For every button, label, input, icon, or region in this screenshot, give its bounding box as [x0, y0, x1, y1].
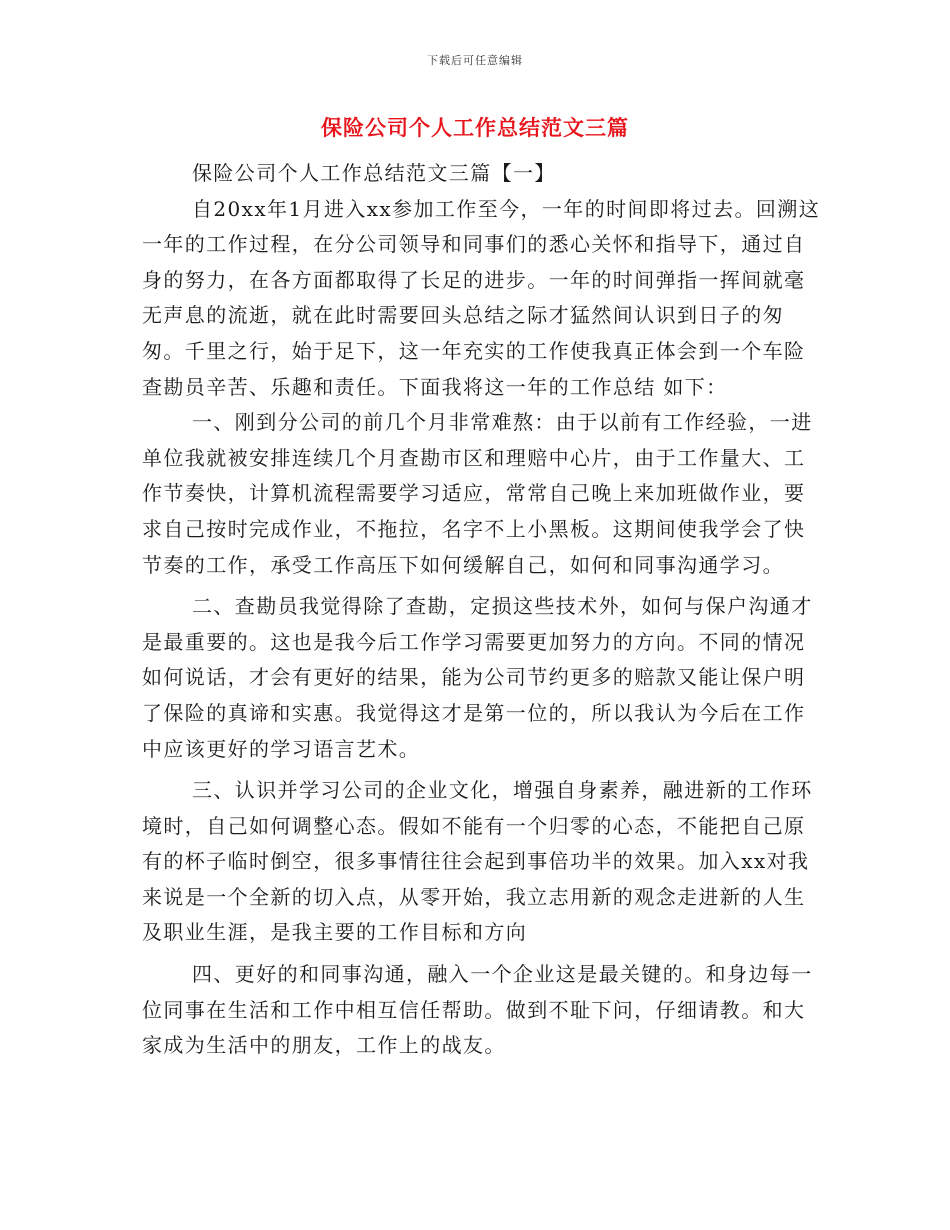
paragraph-point-1: 一、刚到分公司的前几个月非常难熬：由于以前有工作经验，一进单位我就被安排连续几个月查勘市区和理赔中心片，由于工作量大、工作节奏快，计算机流程需要学习适应，常常自己晚上来加班做作业，要求自己按时完成作业，不拖拉，名字不上小黑板。这期间使我学会了快节奏的工作，承受工作高压下如何缓解自己，如何和同事沟通学习。 [142, 410, 813, 577]
paragraph-point-3: 三、认识并学习公司的企业文化，增强自身素养，融进新的工作环境时，自己如何调整心态。假如不能有一个归零的心态，不能把自己原有的杯子临时倒空，很多事情往往会起到事倍功半的效果。加入xx对我来说是一个全新的切入点，从零开始，我立志用新的观念走进新的人生及职业生涯，是我主要的工作目标和方向 [142, 778, 813, 945]
header-note: 下载后可任意编辑 [427, 54, 523, 67]
paragraph-point-4: 四、更好的和同事沟通，融入一个企业这是最关键的。和身边每一位同事在生活和工作中相互信任帮助。做到不耻下问，仔细请教。和大家成为生活中的朋友，工作上的战友。 [142, 962, 813, 1058]
paragraph-intro: 自20xx年1月进入xx参加工作至今，一年的时间即将过去。回溯这一年的工作过程，在分公司领导和同事们的悉心关怀和指导下，通过自身的努力，在各方面都取得了长足的进步。一年的时间弹指一挥间就毫无声息的流逝，就在此时需要回头总结之际才猛然间认识到日子的匆匆。千里之行，始于足下，这一年充实的工作使我真正体会到一个车险查勘员辛苦、乐趣和责任。下面我将这一年的工作总结 如下： [142, 196, 821, 399]
document-title: 保险公司个人工作总结范文三篇 [321, 116, 629, 140]
section-heading: 保险公司个人工作总结范文三篇【一】 [192, 161, 556, 185]
document-body [142, 156, 822, 1064]
paragraph-point-2: 二、查勘员我觉得除了查勘，定损这些技术外，如何与保户沟通才是最重要的。这也是我今后工作学习需要更加努力的方向。不同的情况如何说话，才会有更好的结果，能为公司节约更多的赔款又能让保户明了保险的真谛和实惠。我觉得这才是第一位的，所以我认为今后在工作中应该更好的学习语言艺术。 [142, 594, 813, 761]
